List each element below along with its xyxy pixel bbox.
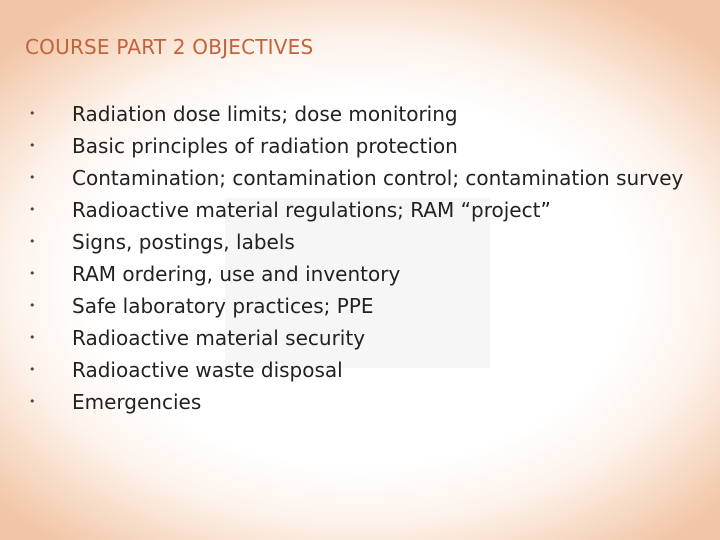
bullet-icon: • — [29, 395, 36, 408]
bullet-icon: • — [29, 171, 36, 184]
list-item — [22, 194, 702, 226]
bullet-icon: • — [29, 235, 36, 248]
bullet-icon: • — [29, 363, 36, 376]
objective-text: Radiation dose limits; dose monitoring — [72, 102, 458, 126]
objective-text: Radioactive material security — [72, 326, 366, 350]
list-item — [22, 322, 702, 354]
bullet-icon: • — [29, 331, 36, 344]
bullet-icon: • — [29, 299, 36, 312]
objectives-list — [22, 98, 702, 418]
list-item — [22, 386, 702, 418]
objective-text: Safe laboratory practices; PPE — [72, 294, 374, 318]
bullet-icon: • — [29, 107, 36, 120]
list-item — [22, 162, 702, 194]
slide-title: COURSE PART 2 OBJECTIVES — [25, 35, 314, 59]
list-item — [22, 354, 702, 386]
list-item — [22, 226, 702, 258]
objective-text: RAM ordering, use and inventory — [72, 262, 401, 286]
list-item — [22, 98, 702, 130]
objective-text: Radioactive material regulations; RAM “project” — [72, 198, 551, 222]
objective-text: Contamination; contamination control; contamination survey — [72, 166, 684, 190]
objective-text: Radioactive waste disposal — [72, 358, 343, 382]
objective-text: Emergencies — [72, 390, 202, 414]
list-item — [22, 258, 702, 290]
objective-text: Signs, postings, labels — [72, 230, 295, 254]
bullet-icon: • — [29, 139, 36, 152]
list-item — [22, 130, 702, 162]
objective-text: Basic principles of radiation protection — [72, 134, 458, 158]
bullet-icon: • — [29, 203, 36, 216]
list-item — [22, 290, 702, 322]
bullet-icon: • — [29, 267, 36, 280]
